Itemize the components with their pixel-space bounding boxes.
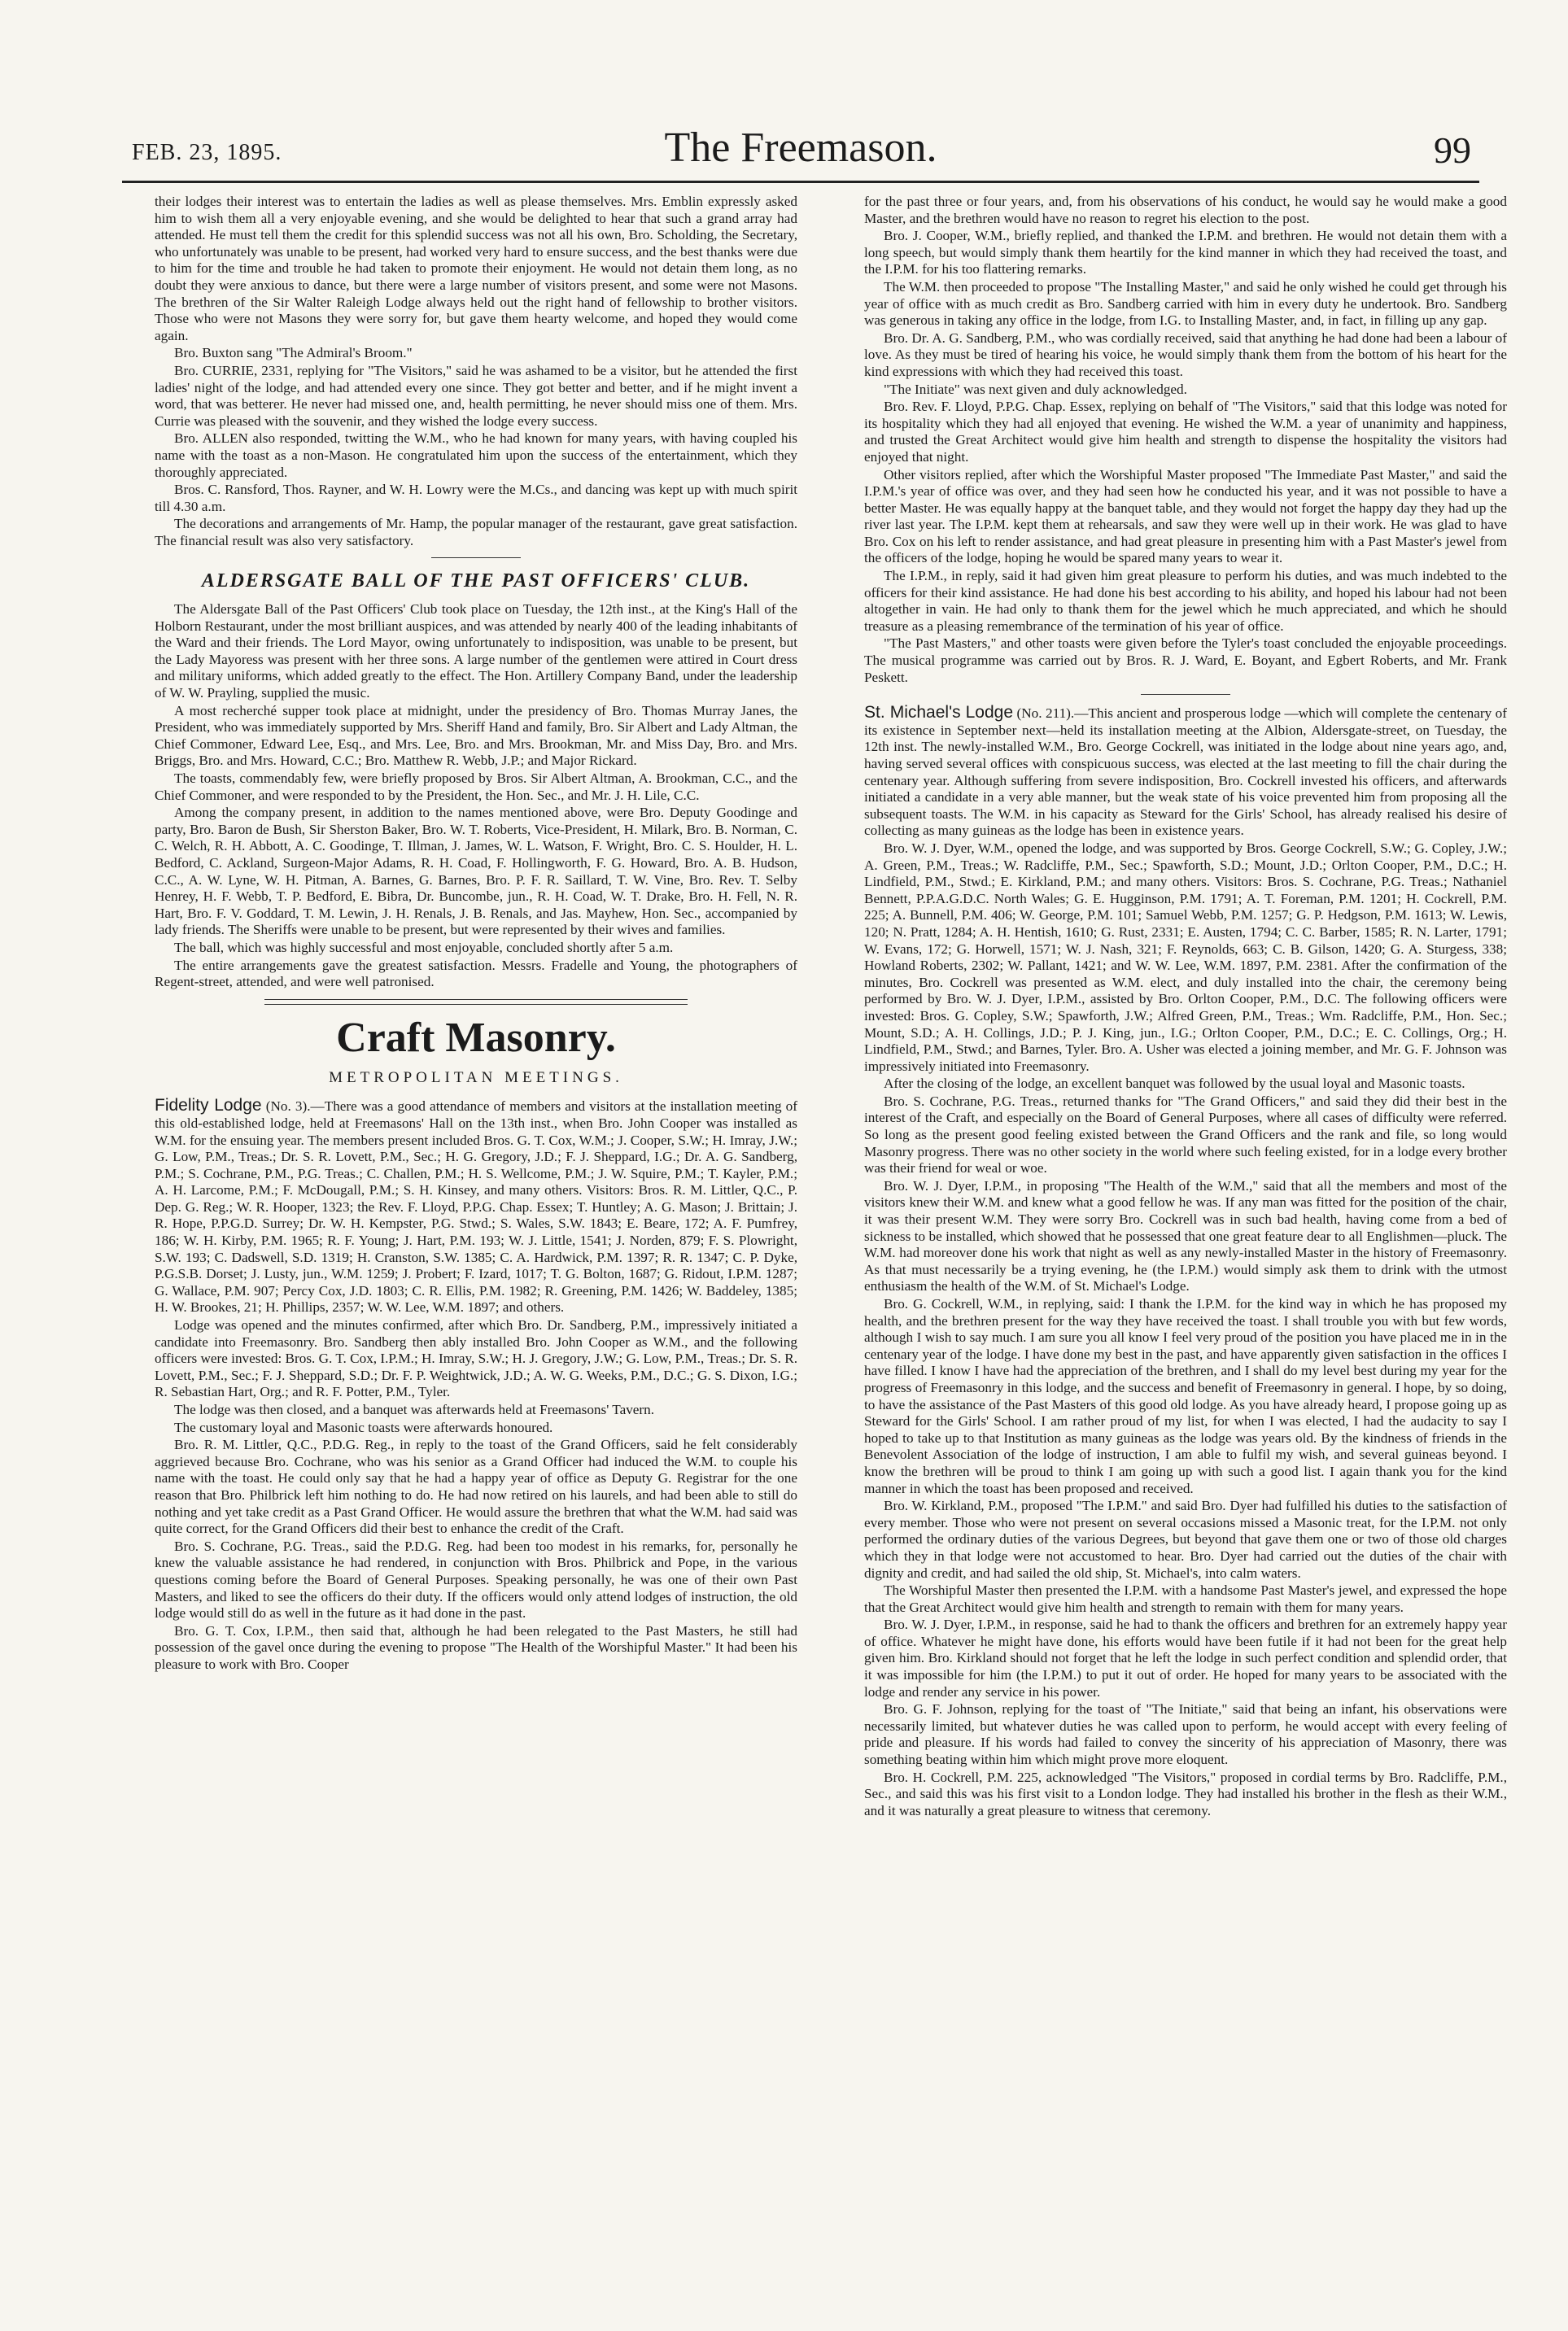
paragraph: Bro. Dr. A. G. Sandberg, P.M., who was cordially received, said that anything he had done had been a labour of love. As they must be tired of hearing his voice, he would simply thank them from the bottom of his heart for the kind expressions with which they had received this toast.: [864, 330, 1507, 379]
paragraph: "The Initiate" was next given and duly acknowledged.: [884, 381, 1187, 397]
fidelity-lodge-report: [155, 1098, 797, 1316]
paragraph: Bro. W. J. Dyer, I.P.M., in response, said he had to thank the officers and brethren for an extremely happy year of office. Whatever he might have done, his efforts would have been futile if it had not been for the great help given him. Bro. Kirkland should not forget that he left the lodge in such perfect condition and splendid order, that it was impossible for him (the I.P.M.) to put it out of order. He hoped for many years to be associated with the lodge and render any service in his power.: [864, 1617, 1507, 1700]
masthead: [122, 122, 1479, 183]
paragraph: The entire arrangements gave the greatest satisfaction. Messrs. Fradelle and Young, the photographers of Regent-street, attended, and were well patronised.: [155, 957, 797, 990]
paragraph: The I.P.M., in reply, said it had given him great pleasure to perform his duties, and was much indebted to the officers for their kind assistance. He had done his best according to his ability, and hoped his labour had not been altogether in vain. He had only to thank them for the jewel which he much appreciated, and which he should treasure as a pleasing remembrance of the termination of his year of office.: [864, 568, 1507, 634]
paragraph: The customary loyal and Masonic toasts were afterwards honoured.: [174, 1419, 553, 1435]
paragraph: Bro. W. J. Dyer, W.M., opened the lodge, and was supported by Bros. George Cockrell, S.W.; G. Copley, J.W.; A. Green, P.M., Treas.; W. Radcliffe, P.M., Sec.; Spawforth, S.D.; Mount, J.D.; Orlton Cooper, P.M., D.C.; H. Lindfield, P.M., Stwd.; E. Kirkland, P.M.; and many others. Visitors: Bros. S. Cochrane, P.G. Treas.; Nathaniel Bennett, P.P.A.G.D.C. North Wales; G. E. Hugginson, P.M. 1791; A. T. Foreman, P.M. 1201; H. Cockrell, P.M. 225; A. Bunnell, P.M. 406; W. George, P.M. 101; Samuel Webb, P.M. 1257; G. P. Hedgson, P.M. 1613; W. Lewis, 120; N. Pratt, 1284; A. H. Hentish, 1610; G. Rust, 2331; E. Austen, 1794; C. C. Barber, 1585; R. N. Larter, 1791; W. Evans, 172; G. Horwell, 1571; W. J. Nash, 321; F. Reynolds, 663; C. B. Gilson, 1420; G. A. Sturgess, 338; Howland Roberts, 2302; W. Pallant, 1421; and W. W. Lee, W.M. 1897, P.M. 2381. After the confirmation of the minutes, Bro. Cockrell was presented as W.M. elect, and duly installed into the chair, the ceremony being performed by Bro. W. J. Dyer, I.P.M., assisted by Bro. Orlton Cooper, P.M., D.C. The following officers were invested: Bros. G. Copley, S.W.; Spawforth, J.W.; Alfred Green, P.M., Treas.; Wm. Radcliffe, P.M., Hon. Sec.; Mount, S.D.; A. H. Collings, J.D.; P. J. King, jun., I.G.; Orlton Cooper, P.M., D.C.; E. C. Collings, Org.; H. Lindfield, P.M., Stwd.; and Barnes, Tyler. Bro. A. Usher was elected a joining member, and Mr. G. F. Johnson was impressively initiated into Freemasonry.: [864, 840, 1507, 1074]
paragraph: The Aldersgate Ball of the Past Officers' Club took place on Tuesday, the 12th inst., at the King's Hall of the Holborn Restaurant, under the most brilliant auspices, and was attended by nearly 400 of the leading inhabitants of the Ward and their friends. The Lord Mayor, owing unfortunately to indisposition, was unable to be present, but the Lady Mayoress was present with her three sons. A large number of the gentlemen were attired in Court dress and military uniforms, which added greatly to the effect. The Hon. Artillery Company Band, under the leadership of W. W. Prayling, supplied the music.: [155, 601, 797, 701]
paragraph: Bro. J. Cooper, W.M., briefly replied, and thanked the I.P.M. and brethren. He would not detain them with a long speech, but would simply thank them heartily for the kind manner in which they had received the toast, and the I.P.M. for his too flattering remarks.: [864, 228, 1507, 277]
left-column: [155, 194, 797, 2228]
report-text: (No. 3).—There was a good attendance of members and visitors at the installation meeting of this old-established lodge, held at Freemasons' Hall on the 13th inst., when Bro. John Cooper was installed as W.M. for the ensuing year. The members present included Bros. G. T. Cox, W.M.; J. Cooper, S.W.; H. Imray, J.W.; G. Low, P.M., Treas.; Dr. S. R. Lovett, P.M., Sec.; H. G. Gregory, J.D.; F. J. Sheppard, I.G.; Dr. A. G. Sandberg, P.M.; S. Cochrane, P.M., P.G. Treas.; C. Challen, P.M.; H. S. Wellcome, P.M.; J. W. Squire, P.M.; T. Kayler, P.M.; A. H. Larcome, P.M.; F. McDougall, P.M.; S. H. Kinsey, and many others. Visitors: Bros. R. M. Littler, Q.C., P. Dep. G. Reg.; W. R. Hooper, 1323; the Rev. F. Lloyd, P.P.G. Chap. Essex; T. Huntley; A. G. Mason; J. Brittain; J. R. Hope, P.P.G.D. Surrey; Dr. W. H. Kempster, P.G. Stwd.; S. Wales, S.W. 1843; E. Beare, 172; A. F. Pumfrey, 186; W. H. Kirby, P.M. 1965; R. F. Young; J. Hart, P.M. 193; W. J. Little, 1541; J. Norden, 879; F. S. Plowright, S.W. 193; C. Dadswell, S.D. 1319; H. Cranston, S.W. 1385; C. A. Hardwick, P.M. 1397; R. R. 1347; C. P. Dyke, P.G.S.B. Dorset; J. Lusty, jun., W.M. 1259; J. Probert; F. Izard, 1017; T. G. Bolton, 1687; G. Ridout, I.P.M. 1287; G. Wallace, P.M. 907; Percy Cox, J.D. 1803; C. R. Ellis, P.M. 1982; R. Greening, P.M. 1426; W. Baddeley, 1385; H. W. Brookes, 21; H. Phillips, 2357; W. W. Lee, W.M. 1897; and others.: [155, 1098, 797, 1316]
paragraph: Bro. S. Cochrane, P.G. Treas., said the P.D.G. Reg. had been too modest in his remarks, for, personally he knew the valuable assistance he had rendered, in conjunction with Bros. Philbrick and Pope, in the various questions coming before the Board of General Purposes. Speaking personally, he was one of their own Past Masters, and liked to see the officers do their duty. If the officers would only attend lodges of instruction, the old lodge would still do as well in the future as it had done in the past.: [155, 1538, 797, 1622]
paragraph: Bro. G. T. Cox, I.P.M., then said that, although he had been relegated to the Past Masters, he still had possession of the gavel once during the evening to propose "The Health of the Worshipful Master." It had been his pleasure to work with Bro. Cooper: [155, 1622, 797, 1672]
paragraph: Bro. Rev. F. Lloyd, P.P.G. Chap. Essex, replying on behalf of "The Visitors," said that this lodge was noted for its hospitality which they had all enjoyed that evening. He wished the W.M. a year of unanimity and happiness, and trusted the Great Architect would give him health and strength to dispense the hospitality the visitors had enjoyed that night.: [864, 399, 1507, 465]
lodge-name: Fidelity Lodge: [155, 1096, 262, 1115]
paragraph: The lodge was then closed, and a banquet was afterwards held at Freemasons' Tavern.: [174, 1402, 655, 1417]
paragraph: The ball, which was highly successful and most enjoyable, concluded shortly after 5 a.m.: [174, 939, 674, 955]
divider: [431, 557, 521, 558]
paragraph: The Worshipful Master then presented the I.P.M. with a handsome Past Master's jewel, and expressed the hope that the Great Architect would give him health and strength to remain with them for many years.: [864, 1582, 1507, 1615]
page-number: 99: [1434, 129, 1471, 171]
paragraph: Bros. C. Ransford, Thos. Rayner, and W. H. Lowry were the M.Cs., and dancing was kept up with much spirit till 4.30 a.m.: [155, 482, 797, 514]
report-text: (No. 211).—This ancient and prosperous lodge —which will complete the centenary of its existence in September next—held its installation meeting at the Albion, Aldersgate-street, on Tuesday, the 12th inst. The newly-installed W.M., Bro. George Cockrell, was initiated in the lodge about nine years ago, and, having served several offices with conspicuous success, was elected at the last meeting to fill the chair during the centenary year. Although suffering from severe indisposition, Bro. Cockrell invested his officers, and afterwards initiated a candidate in a very able manner, but the weak state of his voice prevented him from proposing all the subsequent toasts. The W.M. in his capacity as Steward for the Girls' School, has already realised his desire of collecting as many guineas as the lodge has been in existence years.: [864, 705, 1507, 839]
craft-masonry-heading: Craft Masonry.: [336, 1014, 616, 1061]
paragraph: Bro. S. Cochrane, P.G. Treas., returned thanks for "The Grand Officers," and said they did their best in the interest of the Craft, and especially on the Board of General Purposes, where all cases of difficulty were referred. So long as the present good feeling existed between the Grand Officers and the rank and file, so long would Masonry progress. There was no other society in the world where such feeling existed, for in a lodge every brother was their friend for weal or woe.: [864, 1093, 1507, 1176]
paragraph: Bro. H. Cockrell, P.M. 225, acknowledged "The Visitors," proposed in cordial terms by Bro. Radcliffe, P.M., Sec., and said this was his first visit to a London lodge. They had installed his brother in the flesh as their W.M., and it was naturally a great pleasure to witness that ceremony.: [864, 1769, 1507, 1818]
paragraph: their lodges their interest was to entertain the ladies as well as please themselves. Mrs. Emblin expressly asked him to wish them all a very enjoyable evening, and she would be delighted to hear that such a grand array had attended. He must tell them the credit for this splendid success was not all his own, Bro. Scholding, the Secretary, who unfortunately was unable to be present, had worked very hard to ensure success, and the best thanks were due to him for the time and trouble he had taken to promote their enjoyment. He would not detain them long, as no doubt they were anxious to dance, but there were a large number of visitors present, and some were not Masons. The brethren of the Sir Walter Raleigh Lodge always held out the right hand of fellowship to brother visitors. Those who were not Masons they were sorry for, but gave them hearty welcome, and hoped they would come again.: [155, 194, 797, 343]
paragraph: Among the company present, in addition to the names mentioned above, were Bro. Deputy Goodinge and party, Bro. Baron de Bush, Sir Sherston Baker, Bro. W. T. Roberts, Vice-President, H. Milark, Bro. B. Norman, C. C. Welch, R. H. Abbott, A. C. Goodinge, T. Illman, J. James, W. L. Watson, F. Wright, Bro. C. S. Houlder, H. L. Bedford, C. Ackland, Surgeon-Major Adams, R. H. Coad, F. Hollingworth, F. G. Howard, Bro. A. B. Hudson, C.C., A. W. Lyne, W. H. Pitman, A. Barnes, G. Barnes, Bro. P. F. R. Saillard, T. W. Vine, Bro. Rev. T. Selby Henrey, H. F. Webb, T. P. Bedford, E. Bibra, Dr. Buncombe, jun., R. H. Coad, W. T. Drake, Bro. H. Fell, N. R. Hart, Bro. F. V. Goddard, T. M. Lewin, J. H. Renals, J. B. Renals, and Jas. Mayhew, Hon. Sec., accompanied by lady friends. The Sheriffs were unable to be present, but were represented by their wives and families.: [155, 805, 797, 938]
paragraph: Bro. W. Kirkland, P.M., proposed "The I.P.M." and said Bro. Dyer had fulfilled his duties to the satisfaction of every member. Those who were not present on several occasions missed a Masonic treat, for the I.P.M. not only performed the ordinary duties of the various Degrees, but beyond that gave them one or two of those old charges which they in that lodge were not accustomed to hear. Bro. Dyer had carried out the duties of the chair with dignity and credit, and had sailed the old ship, St. Michael's, into calm waters.: [864, 1498, 1507, 1581]
divider: [1141, 694, 1230, 695]
st-michaels-lodge-report: [864, 705, 1507, 840]
paragraph: Bro. G. F. Johnson, replying for the toast of "The Initiate," said that being an infant, his observations were necessarily limited, but whatever duties he was called upon to perform, he would accept with every feeling of pride and pleasure. If his words had failed to convey the sincerity of his appreciation of Masonry, there was something beating within him which might prove more eloquent.: [864, 1701, 1507, 1768]
metropolitan-meetings-heading: METROPOLITAN MEETINGS.: [329, 1068, 623, 1086]
paragraph: Bro. CURRIE, 2331, replying for "The Visitors," said he was ashamed to be a visitor, but he attended the first ladies' night of the lodge, and had attended every one since. They got better and better, and if he might invent a word, that was betterer. He never had missed one, and, health permitting, he never should miss one of them. Mrs. Currie was pleased with the souvenir, and they wished the lodge every success.: [155, 362, 797, 429]
paragraph: The toasts, commendably few, were briefly proposed by Bros. Sir Albert Altman, A. Brookman, C.C., and the Chief Commoner, and were responded to by the President, the Hon. Sec., and Mr. J. H. Lile, C.C.: [155, 770, 797, 803]
paragraph: Bro. R. M. Littler, Q.C., P.D.G. Reg., in reply to the toast of the Grand Officers, said he felt considerably aggrieved because Bro. Cochrane, who was his senior as a Grand Officer had induced the W.M. to couple his name with the toast. He could only say that he had a happy year of office as Deputy G. Registrar for the one reason that Bro. Philbrick left him nothing to do. He had now retired on his laurels, and had been able to still do nothing and yet take credit as a Past Grand Officer. He would assure the brethren that what the W.M. had said was quite correct, for the Grand Officers did their best to enhance the credit of the Craft.: [155, 1437, 797, 1537]
paragraph: Bro. ALLEN also responded, twitting the W.M., who he had known for many years, with having coupled his name with the toast as a non-Mason. He congratulated him upon the success of the entertainment, which they thoroughly appreciated.: [155, 430, 797, 480]
paragraph: for the past three or four years, and, from his observations of his conduct, he would say he would make a good Master, and the brethren would have no reason to regret his election to the post.: [864, 194, 1507, 226]
lodge-name: St. Michael's Lodge: [864, 703, 1014, 722]
paragraph: The decorations and arrangements of Mr. Hamp, the popular manager of the restaurant, gave great satisfaction. The financial result was also very satisfactory.: [155, 516, 797, 548]
newspaper-title: The Freemason.: [664, 124, 937, 171]
paragraph: Bro. G. Cockrell, W.M., in replying, said: I thank the I.P.M. for the kind way in which he has proposed my health, and the brethren present for the way they have received the toast. I shall trouble you with but few words, although I wish to say much. I am sure you all know I feel very proud of the position you have placed me in in the centenary year of the lodge. I have done my best in the past, and have apparently given satisfaction in the offices I have filled. I know I have had the appreciation of the brethren, and I shall do my level best during my year for the progress of Freemasonry in this lodge, and the success and benefit of Freemasonry in general. I hope, by so doing, to have the assistance of the Past Masters of this good old lodge. As you have already heard, I propose going up as Steward for the Girls' School. I am rather proud of my list, for when I was elected, I had the audacity to say I hoped to take up to that Institution as many guineas as the lodge was years old. By the kindness of friends in the Benevolent Association of the lodge of instruction, I am able to fulfil my wish, and several guineas beyond. I know the brethren will be proud to think I am going up with such a good list. I again thank you for the kind manner in which the toast has been proposed and received.: [864, 1296, 1507, 1496]
right-column: [864, 194, 1507, 2228]
paragraph: A most recherché supper took place at midnight, under the presidency of Bro. Thomas Murray Janes, the President, who was immediately supported by Mrs. Sheriff Hand and family, Bro. Sir Albert and Lady Altman, the Chief Commoner, Edward Lee, Esq., and Mrs. Lee, Bro. and Mrs. Brookman, Mr. and Miss Day, Bro. and Mrs. Briggs, Bro. and Mrs. Howard, C.C.; Bro. Matthew R. Webb, J.P.; and Major Rickard.: [155, 702, 797, 769]
issue-date: FEB. 23, 1895.: [132, 140, 282, 165]
paragraph: The W.M. then proceeded to propose "The Installing Master," and said he only wished he could get through his year of office with as much credit as Bro. Sandberg carried with him in every duty he undertook. Bro. Sandberg was generous in taking any office in the lodge, from I.G. to Installing Master, and, in fact, in filling up any gap.: [864, 278, 1507, 329]
paragraph: Bro. W. J. Dyer, I.P.M., in proposing "The Health of the W.M.," said that all the members and most of the visitors knew their W.M. and knew what a good fellow he was. If any man was fitted for the position of the chair, it was their present W.M. They were sorry Bro. Cockrell was in such bad health, having come from a bed of sickness to be installed, which showed that he possessed that one great feature dear to all Englishmen—pluck. The W.M. had moreover done his work that night as well as any newly-installed Master in the history of Freemasonry. As that must necessarily be a trying evening, he (the I.P.M.) would simply ask them to drink with the utmost enthusiasm the health of the W.M. of St. Michael's Lodge.: [864, 1177, 1507, 1294]
paragraph: Bro. Buxton sang "The Admiral's Broom.": [174, 345, 413, 361]
paragraph: Other visitors replied, after which the Worshipful Master proposed "The Immediate Past Master," and said the I.P.M.'s year of office was over, and they had seen how he conducted his year, and it was not possible to have a better Master. He was equally happy at the banquet table, and they would not forget the happy day they had up the river last year. The I.P.M. kept them at rehearsals, and saw they were well up in their work. He was glad to have Bro. Cox on his left to render assistance, and had great pleasure in presenting him with a Past Master's jewel from the officers of the lodge, hoping he would be spared many years to wear it.: [864, 466, 1507, 566]
paragraph: "The Past Masters," and other toasts were given before the Tyler's toast concluded the enjoyable proceedings. The musical programme was carried out by Bros. R. J. Ward, E. Boyant, and Egbert Roberts, and Mr. Frank Peskett.: [864, 635, 1507, 685]
paragraph: After the closing of the lodge, an excellent banquet was followed by the usual loyal and Masonic toasts.: [884, 1076, 1465, 1092]
paragraph: Lodge was opened and the minutes confirmed, after which Bro. Dr. Sandberg, P.M., impressively initiated a candidate into Freemasonry. Bro. Sandberg then ably installed Bro. John Cooper as W.M., and the following officers were invested: Bros. G. T. Cox, I.P.M.; H. Imray, S.W.; H. J. Gregory, J.W.; G. Low, P.M., Treas.; Dr. S. R. Lovett, P.M., Sec.; F. J. Sheppard, S.D.; Dr. F. P. Weightwick, J.D.; A. W. G. Weeks, P.M., D.C.; G. S. Dixon, I.G.; R. Sebastian Hart, Org.; and R. F. Potter, P.M., Tyler.: [155, 1317, 797, 1400]
double-divider: [264, 999, 688, 1005]
aldersgate-heading: ALDERSGATE BALL OF THE PAST OFFICERS' CLUB.: [201, 570, 751, 592]
